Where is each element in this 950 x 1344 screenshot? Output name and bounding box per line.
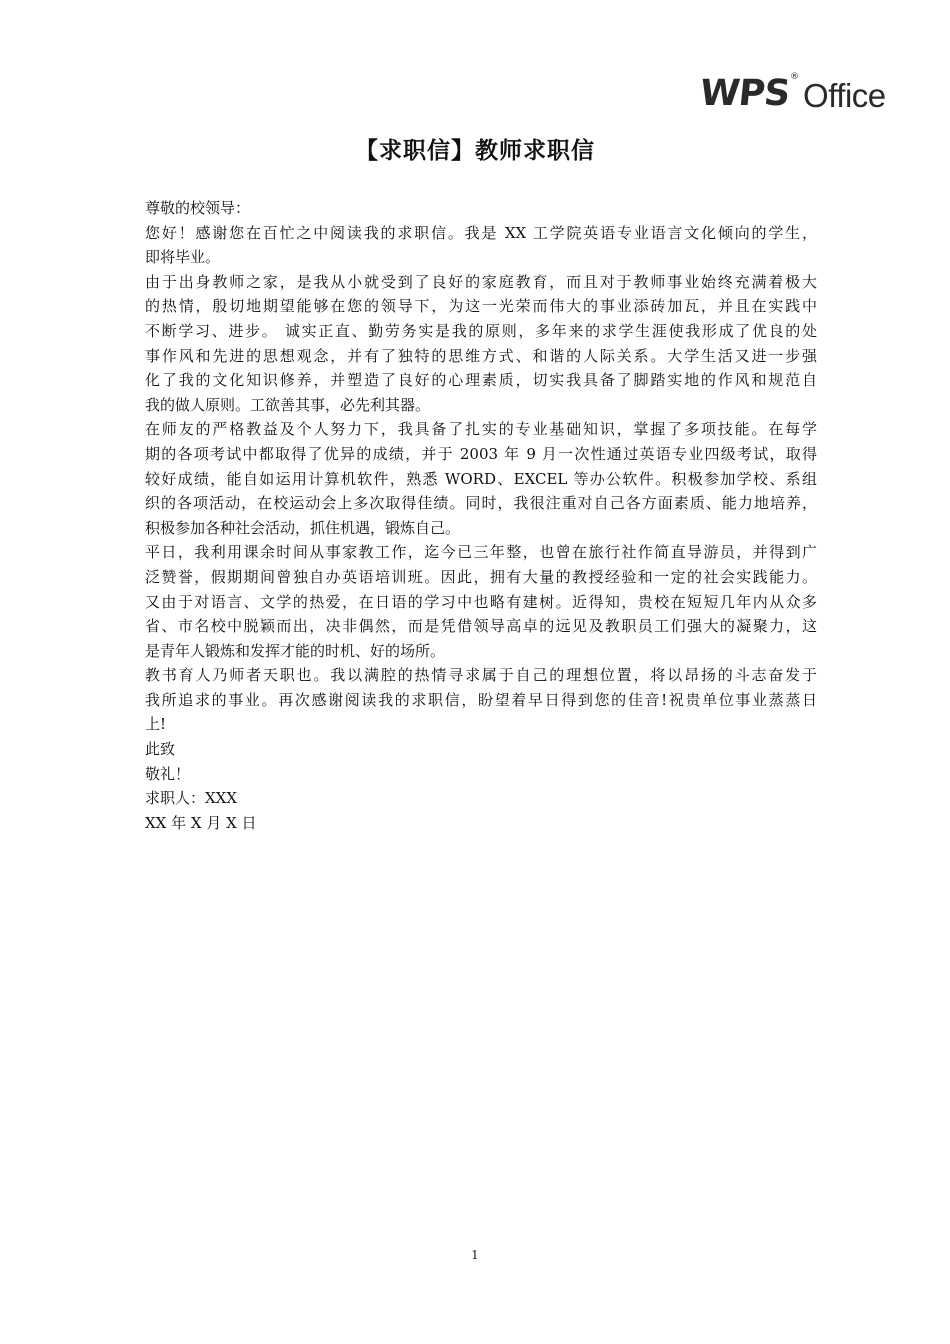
text-line: 化了我的文化知识修养，并塑造了良好的心理素质，切实我具备了脚踏实地的作风和规范自 xyxy=(145,371,817,390)
text-line: 的热情，殷切地期望能够在您的领导下，为这一光荣而伟大的事业添砖加瓦，并且在实践中 xyxy=(145,297,817,316)
page-number: 1 xyxy=(471,1248,479,1262)
text-line: XX 年 X 月 X 日 xyxy=(145,813,257,832)
logo-registered-mark: ® xyxy=(790,72,800,82)
text-line: 省、市名校中脱颖而出，决非偶然，而是凭借领导高卓的远见及教职员工们强大的凝聚力，这 xyxy=(145,617,817,636)
text-line: 织的各项活动，在校运动会上多次取得佳绩。同时，我很注重对自己各方面素质、能力地培养， xyxy=(145,494,817,513)
text-line: 是青年人锻炼和发挥才能的时机、好的场所。 xyxy=(145,641,446,660)
text-line: 尊敬的校领导： xyxy=(145,199,251,217)
wps-office-logo xyxy=(697,66,886,114)
text-line: 求职人：XXX xyxy=(145,789,238,808)
text-line: 不断学习、进步。 诚实正直、勤劳务实是我的原则，多年来的求学生涯使我形成了优良的处 xyxy=(145,321,817,340)
text-line: 敬礼！ xyxy=(145,764,191,783)
text-line: 教书育人乃师者天职也。我以满腔的热情寻求属于自己的理想位置，将以昂扬的斗志奋发于 xyxy=(145,666,817,685)
logo-wps-text: WPS xyxy=(697,73,792,114)
text-line: 较好成绩，能自如运用计算机软件，熟悉 WORD、EXCEL 等办公软件。积极参加学校、系组 xyxy=(145,469,817,488)
letter-body xyxy=(145,196,817,835)
text-line: 泛赞誉，假期期间曾独自办英语培训班。因此，拥有大量的教授经验和一定的社会实践能力。 xyxy=(145,567,817,586)
text-line: 在师友的严格教益及个人努力下，我具备了扎实的专业基础知识，掌握了多项技能。在每学 xyxy=(145,420,817,439)
text-line: 即将毕业。 xyxy=(145,248,221,267)
text-line: 期的各项考试中都取得了优异的成绩，并于 2003 年 9 月一次性通过英语专业四级考试，取得 xyxy=(145,444,817,463)
text-line: 又由于对语言、文学的热爱，在日语的学习中也略有建树。近得知，贵校在短短几年内从众多 xyxy=(145,592,817,611)
text-line: 积极参加各种社会活动，抓住机遇，锻炼自己。 xyxy=(145,518,461,537)
text-line: 事作风和先进的思想观念，并有了独特的思维方式、和谐的人际关系。大学生活又进一步强 xyxy=(145,346,817,365)
text-line: 此致 xyxy=(145,740,176,759)
text-line: 您好！感谢您在百忙之中阅读我的求职信。我是 XX 工学院英语专业语言文化倾向的学生， xyxy=(145,223,817,242)
text-line: 我的做人原则。工欲善其事，必先利其器。 xyxy=(145,395,431,414)
text-line: 上! xyxy=(145,715,167,734)
text-line: 由于出身教师之家，是我从小就受到了良好的家庭教育，而且对于教师事业始终充满着极大 xyxy=(145,272,817,291)
text-line: 平日，我利用课余时间从事家教工作，迄今已三年整，也曾在旅行社作简直导游员，并得到广 xyxy=(145,543,817,562)
logo-office-text: Office xyxy=(803,77,886,114)
document-title: 【求职信】教师求职信 xyxy=(355,138,595,164)
text-line: 我所追求的事业。再次感谢阅读我的求职信，盼望着早日得到您的佳音!祝贵单位事业蒸蒸日 xyxy=(145,690,817,709)
